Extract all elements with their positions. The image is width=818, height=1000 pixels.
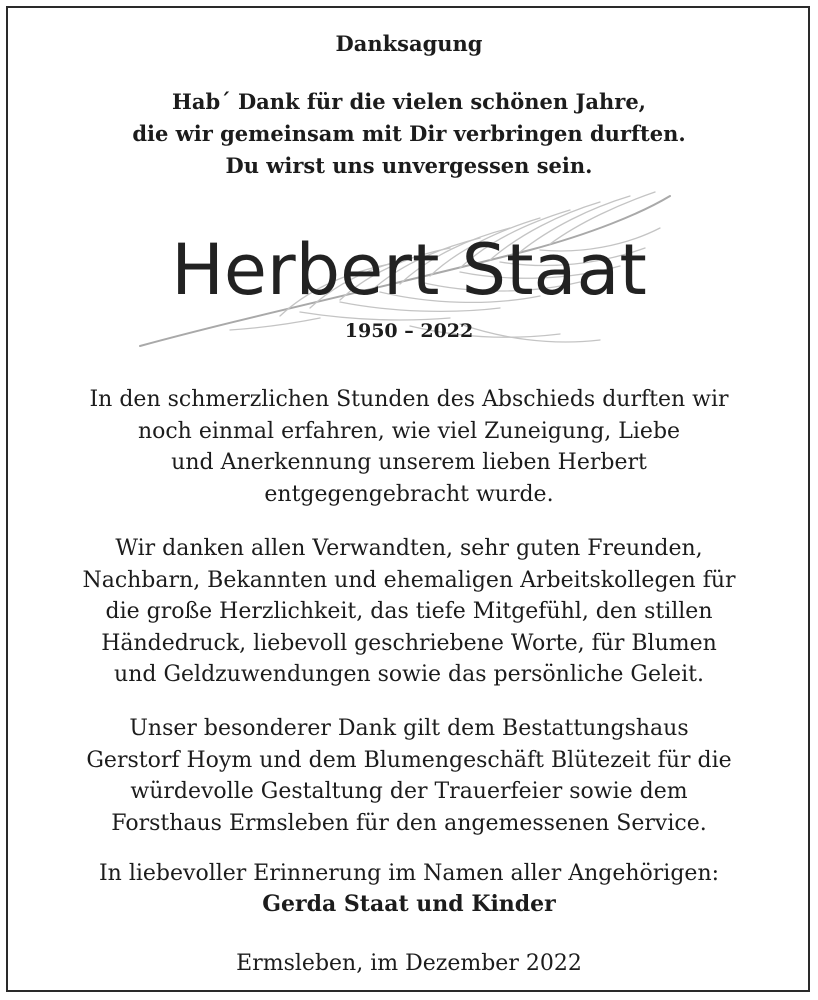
motto-line: die wir gemeinsam mit Dir verbringen durften.: [132, 121, 686, 146]
text-line: Nachbarn, Bekannten und ehemaligen Arbeitskollegen für: [82, 567, 736, 593]
text-line: und Geldzuwendungen sowie das persönliche Geleit.: [114, 662, 704, 687]
text-line: Händedruck, liebevoll geschriebene Worte, für Blumen: [101, 630, 717, 656]
signature: Gerda Staat und Kinder: [262, 891, 556, 917]
paragraph-farewell: [0, 384, 818, 510]
paragraph-thanks: [0, 533, 818, 691]
life-years: 1950 – 2022: [344, 320, 474, 342]
motto: [0, 86, 818, 182]
text-line: entgegengebracht wurde.: [264, 481, 554, 507]
text-line: Gerstorf Hoym und dem Blumengeschäft Blütezeit für die: [86, 747, 732, 773]
text-line: Wir danken allen Verwandten, sehr guten Freunden,: [115, 536, 703, 561]
text-line: Unser besonderer Dank gilt dem Bestattungshaus: [129, 716, 689, 741]
closing: [0, 858, 818, 920]
motto-line: Hab´ Dank für die vielen schönen Jahre,: [172, 89, 646, 114]
closing-line: In liebevoller Erinnerung im Namen aller Angehörigen:: [98, 861, 720, 886]
text-line: die große Herzlichkeit, das tiefe Mitgefühl, den stillen: [105, 599, 713, 624]
text-line: Forsthaus Ermsleben für den angemessenen Service.: [111, 810, 707, 836]
motto-line: Du wirst uns unvergessen sein.: [225, 153, 593, 178]
text-line: noch einmal erfahren, wie viel Zuneigung, Liebe: [137, 418, 681, 444]
deceased-name: Herbert Staat: [171, 229, 647, 311]
text-line: würdevolle Gestaltung der Trauerfeier sowie dem: [130, 779, 688, 804]
notice-heading: Danksagung: [335, 31, 483, 56]
text-line: In den schmerzlichen Stunden des Abschieds durften wir: [89, 387, 729, 412]
place-date: Ermsleben, im Dezember 2022: [236, 951, 582, 976]
paragraph-special-thanks: [0, 713, 818, 839]
text-line: und Anerkennung unserem lieben Herbert: [171, 450, 647, 475]
